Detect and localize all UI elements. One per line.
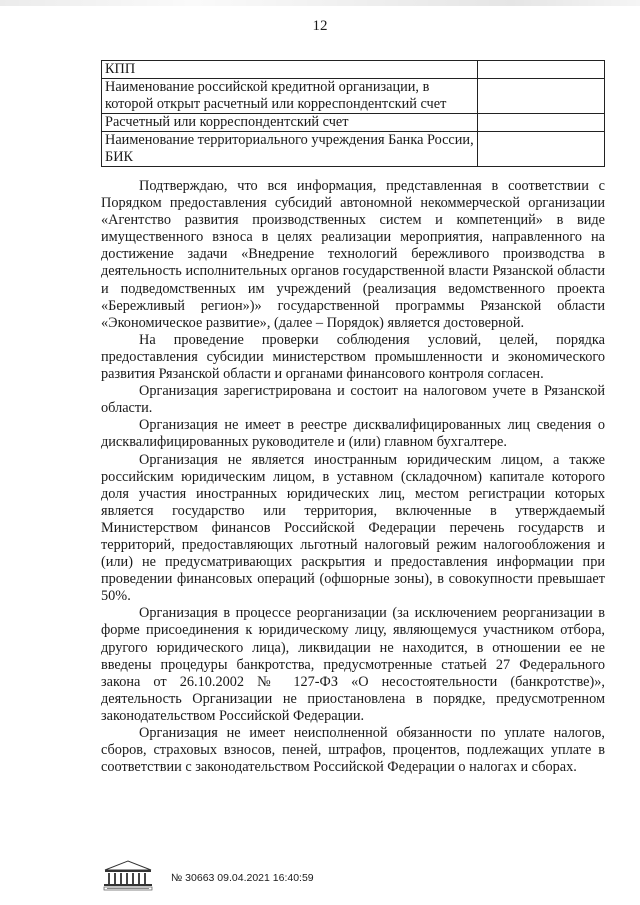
requisite-label: Наименование территориального учреждения Банка России, БИК xyxy=(102,132,478,167)
table-row xyxy=(102,132,605,167)
paragraph-disqualification: Организация не имеет в реестре дисквалифицированных лиц сведения о дисквалифицированных руководителе и (или) главном бухгалтере. xyxy=(101,417,605,451)
paragraph-tax-registration: Организация зарегистрирована и состоит на налоговом учете в Рязанской области. xyxy=(101,383,605,417)
document-footer xyxy=(101,858,401,892)
page-number: 12 xyxy=(312,18,328,34)
table-row xyxy=(102,61,605,79)
table-row xyxy=(102,114,605,132)
government-building-logo-icon xyxy=(101,858,155,892)
registration-number: № 30663 09.04.2021 16:40:59 xyxy=(171,872,314,884)
paragraph-inspection-consent: На проведение проверки соблюдения условий, целей, порядка предоставления субсидии министерством промышленности и экономического развития Рязанской области и органами финансового контроля согласен. xyxy=(101,331,605,383)
requisite-label: КПП xyxy=(102,61,478,79)
paragraph-confirmation: Подтверждаю, что вся информация, представленная в соответствии с Порядком предоставления субсидий автономной некоммерческой организации «Агентство развития производственных систем и компетенций» в виде имущественного взноса в целях реализации мероприятия, направленного на достижение задачи «Внедрение технологий бережливого производства в деятельность исполнительных органов государственной власти Рязанской области и подведомственных им учреждений (реализация ведомственного проекта «Бережливый регион»)» государственной программы Рязанской области «Экономическое развитие», (далее – Порядок) является достоверной. xyxy=(101,178,605,331)
paragraph-tax-obligations: Организация не имеет неисполненной обязанности по уплате налогов, сборов, страховых взносов, пеней, штрафов, процентов, подлежащих уплате в соответствии с законодательством Российской Федерации о налогах и сборах. xyxy=(101,725,605,776)
requisite-label: Расчетный или корреспондентский счет xyxy=(102,114,478,132)
table-row xyxy=(102,79,605,114)
confirmation-text xyxy=(101,178,605,776)
requisite-label: Наименование российской кредитной организации, в которой открыт расчетный или корреспондентский счет xyxy=(102,79,478,114)
requisite-value xyxy=(478,79,605,114)
requisites-table xyxy=(101,60,605,167)
paragraph-reorganization: Организация в процессе реорганизации (за исключением реорганизации в форме присоединения к юридическому лицу, являющемуся участником отбора, другого юридического лица), ликвидации не находится, в отношении ее не введены процедуры банкротства, предусмотренные статьей 27 Федерального закона от 26.10.2002 № 127-ФЗ «О несостоятельности (банкротстве)», деятельность Организации не приостановлена в порядке, предусмотренном законодательством Российской Федерации. xyxy=(101,605,605,724)
requisite-value xyxy=(478,132,605,167)
requisite-value xyxy=(478,61,605,79)
scan-edge-shadow xyxy=(0,0,640,6)
paragraph-foreign-entity: Организация не является иностранным юридическим лицом, а также российским юридическим лицом, в уставном (складочном) капитале которого доля участия иностранных юридических лиц, местом регистрации которых является государство или территория, включенные в утверждаемый Министерством финансов Российской Федерации перечень государств и территорий, предоставляющих льготный налоговый режим налогообложения и (или) не предусматривающих раскрытия и предоставления информации при проведении финансовых операций (офшорные зоны), в совокупности превышает 50%. xyxy=(101,451,605,605)
requisite-value xyxy=(478,114,605,132)
